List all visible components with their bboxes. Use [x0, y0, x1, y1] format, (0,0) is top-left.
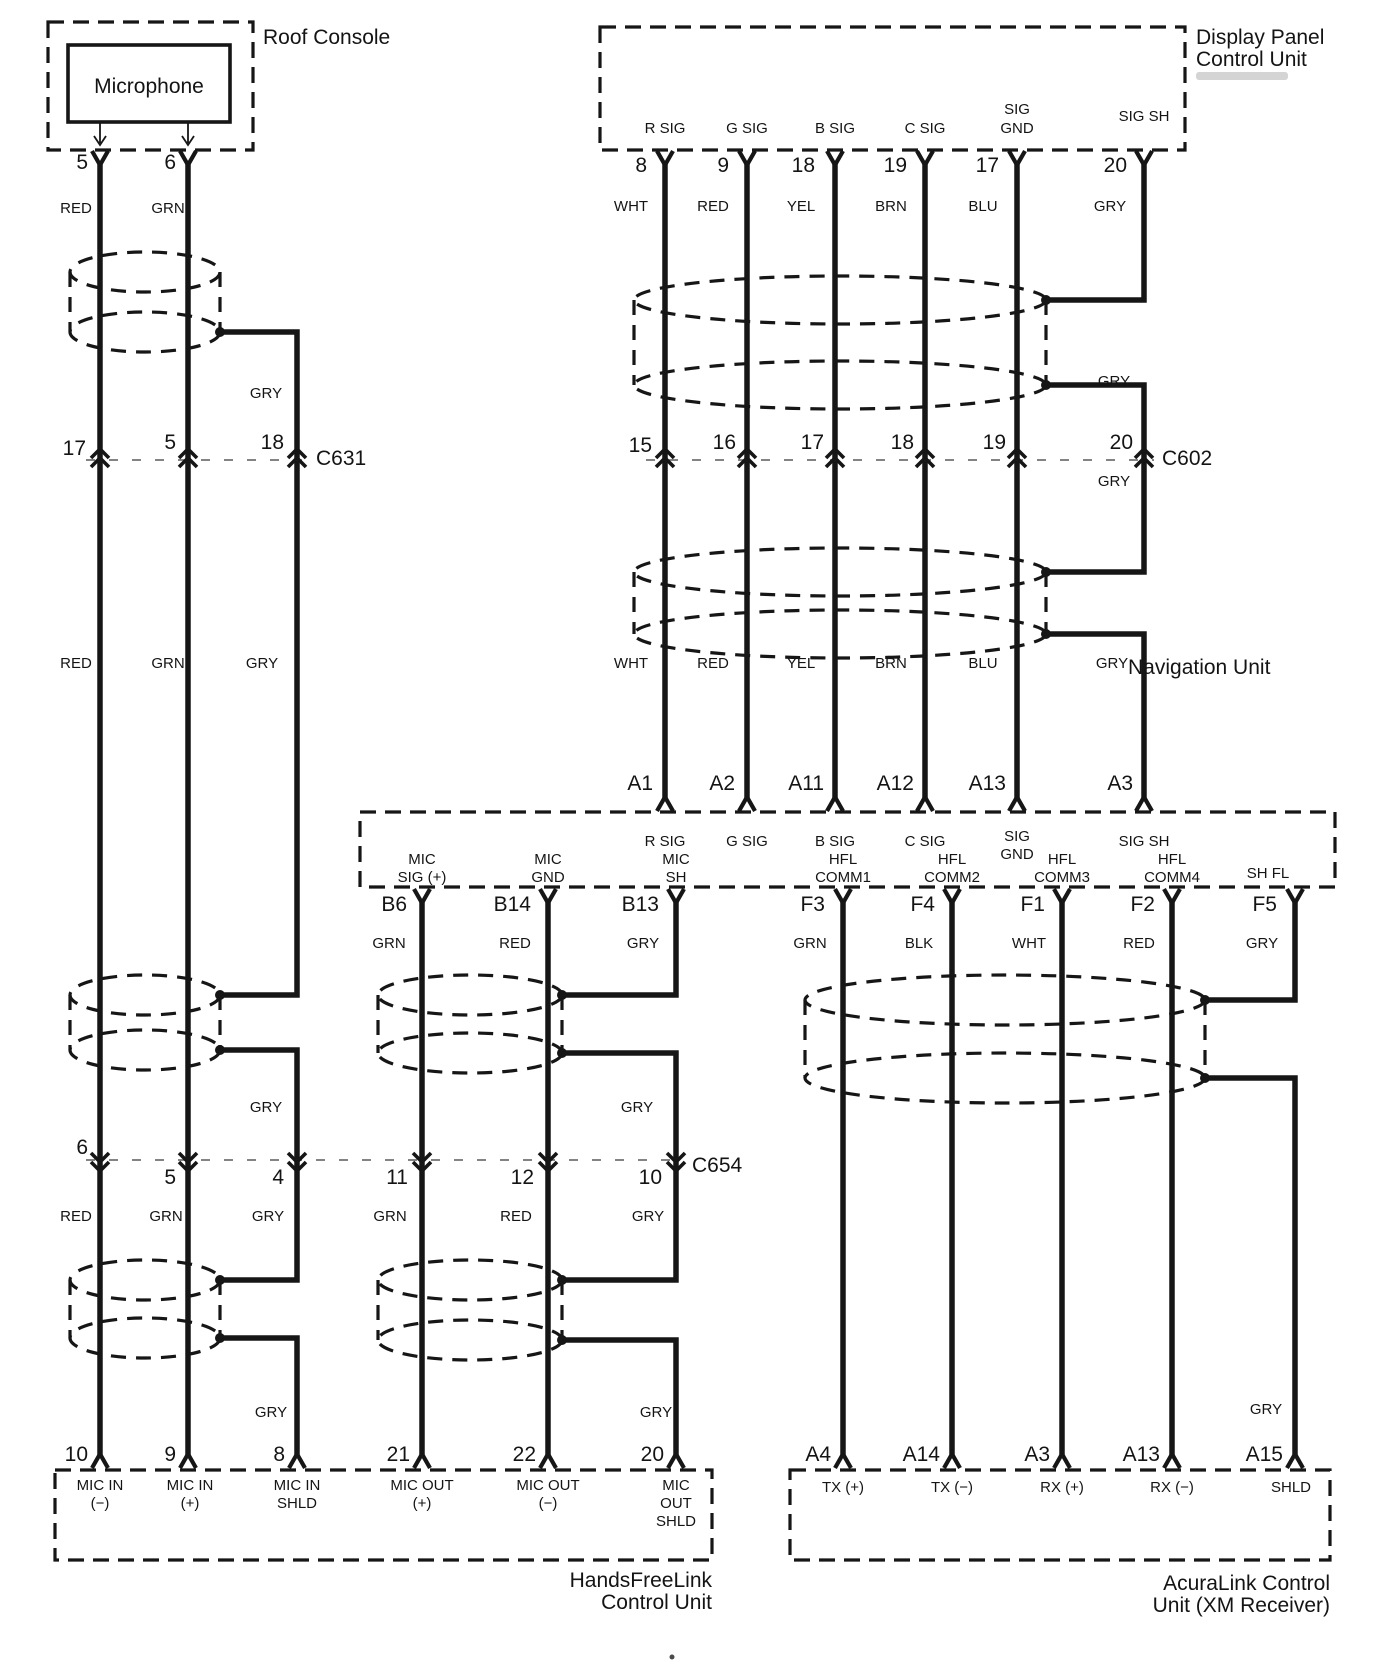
pin-number: 6: [164, 151, 176, 174]
wire-color-label: GRY: [245, 655, 279, 672]
wire-color-label: GRN: [372, 935, 406, 952]
wire-color-label: YEL: [786, 655, 816, 672]
connector-c631: [63, 431, 367, 470]
handsfreelink-unit: [55, 1443, 713, 1614]
pin-signal: GND: [531, 869, 565, 886]
shield-cylinder-display-upper: [634, 276, 1051, 409]
wire-color-label: GRY: [1093, 198, 1127, 215]
wire-shfl-gry-2: [1205, 1078, 1295, 1454]
pin-number: A14: [902, 1443, 940, 1466]
pin-signal: HFL: [1047, 851, 1077, 868]
pin-number: A3: [1024, 1443, 1050, 1466]
pin-signal: MIC OUT: [516, 1477, 580, 1494]
acuralink-title-2: Unit (XM Receiver): [1152, 1594, 1330, 1617]
pin-signal: MIC: [662, 1477, 690, 1494]
wire-color-label: GRY: [1245, 935, 1279, 952]
terminal-fork: [1054, 1454, 1070, 1468]
wire-mic-shield-gry-3: [220, 1338, 297, 1454]
wire-color-label: BLU: [968, 198, 998, 215]
wire-color-label: GRY: [1249, 1401, 1283, 1418]
connector-label: C654: [692, 1154, 743, 1177]
wire-color-label: GRN: [151, 655, 185, 672]
wire-color-label: RED: [500, 1208, 532, 1225]
terminal-fork: [540, 889, 556, 903]
connector-pin: 18: [890, 431, 914, 454]
pin-signal: (−): [90, 1495, 110, 1512]
pin-signal: GND: [1000, 846, 1034, 863]
connector-pin: 17: [800, 431, 824, 454]
wire-sigsh-gry-1: [1046, 165, 1144, 300]
terminal-fork: [668, 1454, 684, 1468]
pin-number: F1: [1020, 893, 1045, 916]
terminal-fork: [540, 1454, 556, 1468]
pin-number: B14: [493, 893, 531, 916]
pin-signal: (−): [538, 1495, 558, 1512]
pin-signal: (+): [180, 1495, 200, 1512]
pin-signal: MIC IN: [76, 1477, 124, 1494]
pin-number: A11: [788, 772, 824, 795]
pin-signal: GND: [1000, 120, 1034, 137]
terminal-fork: [739, 797, 755, 811]
wire-color-label: RED: [60, 200, 92, 217]
wire-mic-shield-gry-2: [220, 1050, 297, 1280]
shield-cylinder-hfl-comm: [805, 975, 1210, 1103]
terminal-fork: [835, 889, 851, 903]
connector-pin: 6: [76, 1136, 88, 1159]
pin-signal: TX (+): [821, 1479, 865, 1496]
wire-color-label: WHT: [613, 655, 649, 672]
wire-color-label: GRY: [1097, 373, 1131, 390]
wire-color-label: WHT: [613, 198, 649, 215]
wire-color-label: GRY: [1095, 655, 1129, 672]
pin-signal: HFL: [1157, 851, 1187, 868]
pin-number: 18: [791, 154, 815, 177]
pin-number: 8: [273, 1443, 285, 1466]
pin-number: F3: [800, 893, 825, 916]
terminal-fork: [414, 889, 430, 903]
pin-signal: COMM2: [924, 869, 980, 886]
wire-color-label: GRY: [254, 1404, 288, 1421]
pin-number: F4: [910, 893, 935, 916]
wire-color-label: RED: [499, 935, 531, 952]
pin-signal: R SIG: [644, 833, 686, 850]
pin-signal: MIC: [662, 851, 690, 868]
terminal-fork: [414, 1454, 430, 1468]
terminal-fork: [1287, 1454, 1303, 1468]
wire-color-label: GRY: [639, 1404, 673, 1421]
pin-number: F2: [1130, 893, 1155, 916]
pin-signal: MIC: [534, 851, 562, 868]
pin-signal: MIC OUT: [390, 1477, 454, 1494]
pin-number: A13: [968, 772, 1006, 795]
pin-number: A3: [1107, 772, 1133, 795]
pin-signal: COMM1: [815, 869, 871, 886]
connector-pin: 20: [1109, 431, 1133, 454]
pin-signal: (+): [412, 1495, 432, 1512]
pin-number: 5: [76, 151, 88, 174]
pin-signal: RX (−): [1150, 1479, 1194, 1496]
pin-signal: HFL: [937, 851, 967, 868]
connector-c654: [76, 1136, 742, 1189]
pin-number: 9: [717, 154, 729, 177]
connector-pin: 19: [982, 431, 1006, 454]
pin-number: B6: [381, 893, 407, 916]
pin-number: A4: [805, 1443, 831, 1466]
display-panel-title-1: Display Panel: [1196, 26, 1325, 49]
pin-signal: G SIG: [726, 833, 768, 850]
terminal-fork: [1164, 889, 1180, 903]
connector-pin: 4: [272, 1166, 284, 1189]
wire-color-label: GRY: [631, 1208, 665, 1225]
terminal-fork: [827, 797, 843, 811]
wire-color-label: GRY: [249, 385, 283, 402]
wire-color-label: GRY: [1097, 473, 1131, 490]
connector-c602: [629, 431, 1213, 470]
scan-artifact-dot: [670, 1655, 675, 1660]
microphone-label: Microphone: [94, 75, 204, 98]
faded-text-smudge: [1196, 72, 1288, 80]
pin-number: B13: [621, 893, 659, 916]
shield-cylinder-mic-mid-center: [378, 975, 567, 1073]
pin-signal: MIC IN: [166, 1477, 214, 1494]
wire-color-label: WHT: [1011, 935, 1047, 952]
shield-cylinder-mic-mid-left: [70, 975, 225, 1070]
pin-number: 17: [975, 154, 999, 177]
display-panel-box: [600, 27, 1185, 150]
connector-pin: 16: [712, 431, 736, 454]
pin-signal: SH: [665, 869, 687, 886]
wire-color-label: RED: [1123, 935, 1155, 952]
pin-signal: MIC: [408, 851, 436, 868]
pin-number: A12: [876, 772, 914, 795]
acuralink-unit: [790, 1443, 1330, 1617]
terminal-fork: [944, 889, 960, 903]
terminal-fork: [917, 797, 933, 811]
connector-pin: 15: [628, 434, 652, 457]
terminal-fork: [1164, 1454, 1180, 1468]
shield-cylinder-display-lower: [634, 548, 1051, 658]
wire-color-label: GRN: [793, 935, 827, 952]
pin-number: A13: [1122, 1443, 1160, 1466]
pin-number: 20: [1103, 154, 1127, 177]
shield-cylinder-roof-mic: [70, 252, 225, 352]
handsfreelink-title-2: Control Unit: [601, 1591, 712, 1614]
pin-number: 10: [64, 1443, 88, 1466]
wire-color-label: BLK: [904, 935, 934, 952]
wire-color-label: RED: [60, 1208, 92, 1225]
wire-color-label: GRY: [620, 1099, 654, 1116]
wire-micsh-gry-3: [562, 1340, 676, 1454]
terminal-fork: [668, 889, 684, 903]
connector-label: C631: [316, 447, 367, 470]
mic-arrow-left: [94, 122, 106, 145]
terminal-fork: [1009, 797, 1025, 811]
pin-signal: SHLD: [655, 1513, 697, 1530]
wire-color-label: BLU: [968, 655, 998, 672]
pin-signal: G SIG: [726, 120, 768, 137]
terminal-fork: [1054, 889, 1070, 903]
pin-signal: COMM4: [1144, 869, 1200, 886]
wire-color-label: GRN: [373, 1208, 407, 1225]
shield-cylinder-mic-low-left: [70, 1260, 225, 1358]
pin-signal: COMM3: [1034, 869, 1090, 886]
wire-color-label: RED: [697, 655, 729, 672]
connector-pin: 5: [164, 1166, 176, 1189]
wire-color-label: RED: [60, 655, 92, 672]
pin-signal: SIG (+): [397, 869, 447, 886]
connector-pin: 17: [62, 437, 86, 460]
display-panel-title-2: Control Unit: [1196, 48, 1307, 71]
handsfreelink-box: [55, 1470, 712, 1560]
pin-signal: SIG SH: [1118, 833, 1170, 850]
wire-color-label: YEL: [786, 198, 816, 215]
terminal-fork: [180, 1454, 196, 1468]
pin-number: F5: [1252, 893, 1277, 916]
terminal-fork: [1136, 797, 1152, 811]
pin-signal: HFL: [828, 851, 858, 868]
wire-color-label: GRY: [626, 935, 660, 952]
wire-color-label: GRN: [149, 1208, 183, 1225]
connector-pin: 12: [510, 1166, 534, 1189]
pin-number: 19: [883, 154, 907, 177]
handsfreelink-title-1: HandsFreeLink: [569, 1569, 712, 1592]
connector-label: C602: [1162, 447, 1213, 470]
terminal-fork: [92, 1454, 108, 1468]
terminal-fork: [1287, 889, 1303, 903]
pin-number: A2: [709, 772, 735, 795]
pin-signal: SIG: [1004, 828, 1030, 845]
pin-number: 9: [164, 1443, 176, 1466]
acuralink-title-1: AcuraLink Control: [1163, 1572, 1330, 1595]
pin-signal: B SIG: [814, 833, 856, 850]
pin-number: 8: [635, 154, 647, 177]
wire-color-label: GRN: [151, 200, 185, 217]
connector-pin: 18: [260, 431, 284, 454]
wire-color-label: BRN: [875, 198, 907, 215]
terminal-fork: [657, 797, 673, 811]
wire-color-label: GRY: [251, 1208, 285, 1225]
terminal-fork: [944, 1454, 960, 1468]
display-panel-unit: [600, 26, 1324, 215]
pin-signal: SHLD: [276, 1495, 318, 1512]
wire-color-label: GRY: [249, 1099, 283, 1116]
pin-number: 20: [640, 1443, 664, 1466]
pin-signal: SH FL: [1246, 865, 1290, 882]
pin-signal: SIG SH: [1118, 108, 1170, 125]
pin-signal: MIC IN: [273, 1477, 321, 1494]
navigation-unit: [360, 656, 1335, 952]
pin-number: 21: [386, 1443, 410, 1466]
pin-signal: C SIG: [904, 120, 946, 137]
pin-signal: TX (−): [930, 1479, 974, 1496]
pin-number: A15: [1245, 1443, 1283, 1466]
pin-signal: OUT: [660, 1495, 692, 1512]
pin-signal: RX (+): [1040, 1479, 1084, 1496]
pin-signal: R SIG: [644, 120, 686, 137]
pin-number: A1: [627, 772, 653, 795]
wires: [100, 165, 1295, 1454]
pin-signal: B SIG: [814, 120, 856, 137]
connector-pin: 10: [638, 1166, 662, 1189]
mic-arrow-right: [182, 122, 194, 145]
pin-signal: C SIG: [904, 833, 946, 850]
wire-color-label: BRN: [875, 655, 907, 672]
pin-number: 22: [512, 1443, 536, 1466]
shield-cylinder-mic-low-center: [378, 1260, 567, 1360]
connector-pin: 11: [386, 1166, 408, 1189]
roof-console-title: Roof Console: [263, 26, 391, 49]
terminal-fork: [835, 1454, 851, 1468]
connector-pin: 5: [164, 431, 176, 454]
navigation-unit-title: Navigation Unit: [1128, 656, 1271, 679]
wire-color-label: RED: [697, 198, 729, 215]
terminal-fork: [289, 1454, 305, 1468]
pin-signal: SIG: [1004, 101, 1030, 118]
pin-signal: SHLD: [1270, 1479, 1312, 1496]
